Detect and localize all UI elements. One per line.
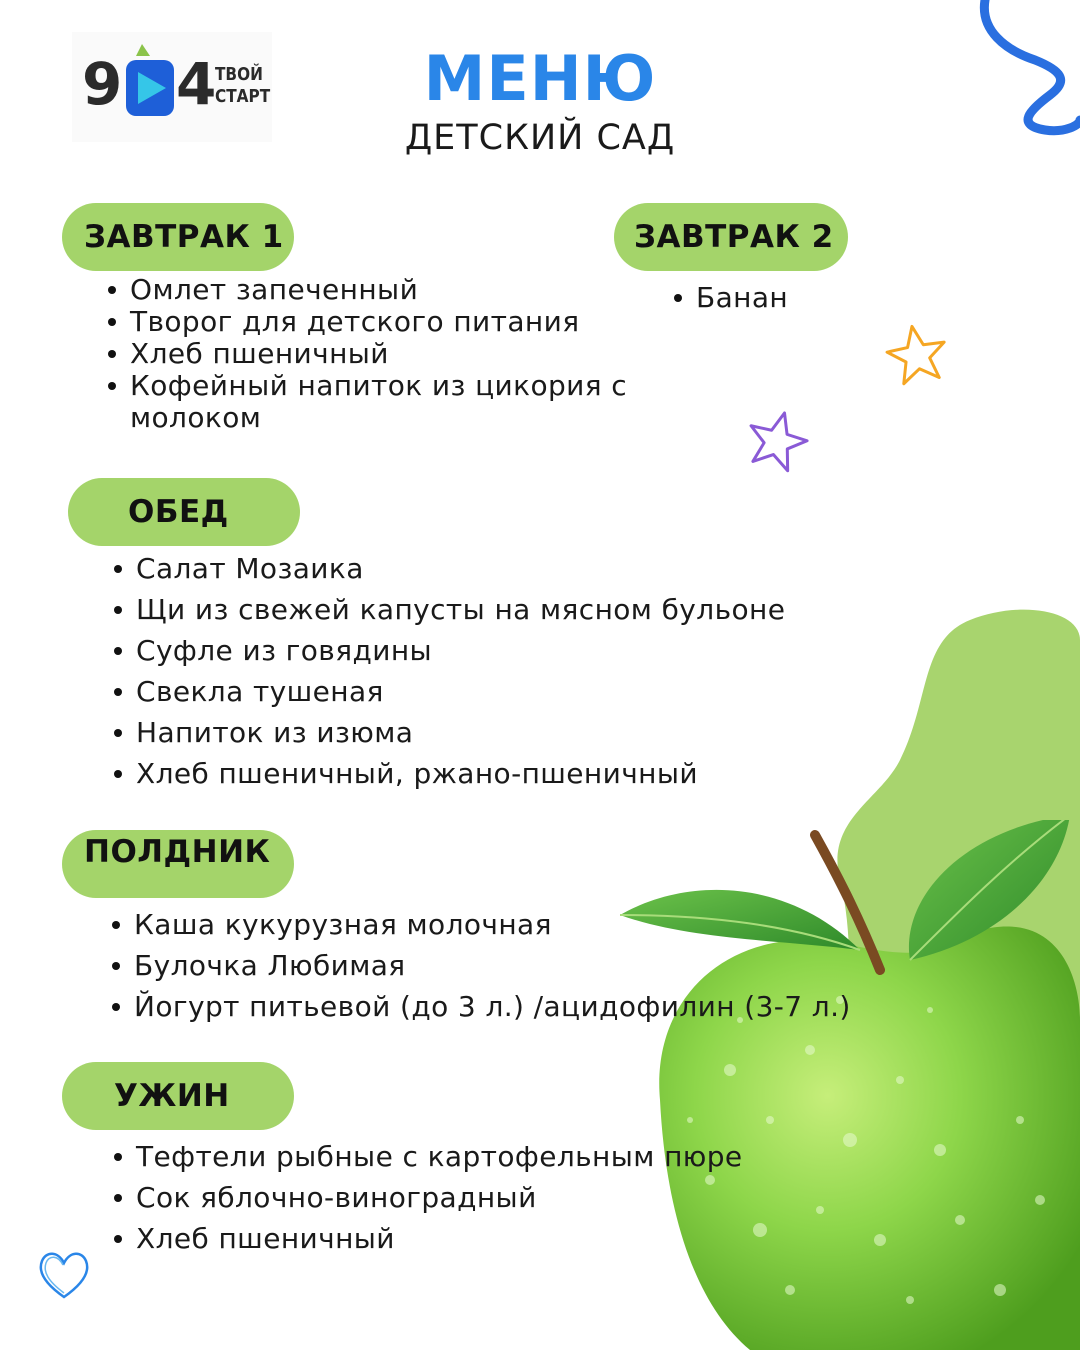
list-item: Хлеб пшеничный — [136, 1218, 856, 1259]
list-item: Творог для детского питания — [130, 306, 650, 338]
list-item: Омлет запеченный — [130, 274, 650, 306]
list-item: Йогурт питьевой (до 3 л.) /ацидофилин (3-7 л.) — [134, 986, 874, 1027]
page-subtitle: ДЕТСКИЙ САД — [404, 118, 676, 158]
lunch-list — [112, 548, 856, 794]
section-lunch-label: ОБЕД — [68, 478, 300, 546]
breakfast2-list — [672, 282, 996, 314]
logo-digit-left: 9 — [82, 50, 123, 118]
list-item: Сок яблочно-виноградный — [136, 1177, 856, 1218]
list-item: Хлеб пшеничный — [130, 338, 650, 370]
list-item: Салат Мозаика — [136, 548, 856, 589]
list-item: Свекла тушеная — [136, 671, 856, 712]
logo-tagline-1: ТВОЙ — [215, 64, 263, 85]
list-item: Тефтели рыбные с картофельным пюре — [136, 1136, 856, 1177]
snack-list — [110, 904, 874, 1027]
star-orange-icon — [884, 322, 950, 388]
page-title: МЕНЮ — [423, 42, 657, 115]
section-breakfast2-label: ЗАВТРАК 2 — [614, 203, 848, 271]
list-item: Щи из свежей капусты на мясном бульоне — [136, 589, 856, 630]
list-item: Суфле из говядины — [136, 630, 856, 671]
green-apple — [600, 820, 1080, 1350]
section-snack-label: ПОЛДНИК — [62, 830, 294, 898]
list-item: Булочка Любимая — [134, 945, 874, 986]
dinner-list — [112, 1136, 856, 1259]
list-item: Каша кукурузная молочная — [134, 904, 874, 945]
breakfast1-list — [106, 274, 650, 434]
star-purple-icon — [744, 408, 810, 474]
section-breakfast1-label: ЗАВТРАК 1 — [62, 203, 294, 271]
list-item: Напиток из изюма — [136, 712, 856, 753]
list-item: Кофейный напиток из цикория с молоком — [130, 370, 630, 434]
logo-digit-right: 4 — [176, 50, 217, 118]
list-item: Хлеб пшеничный, ржано-пшеничный — [136, 753, 856, 794]
logo-tagline-2: СТАРТ — [215, 86, 271, 107]
heart-outline-icon — [34, 1243, 94, 1303]
list-item: Банан — [696, 282, 996, 314]
section-dinner-label: УЖИН — [62, 1062, 294, 1130]
